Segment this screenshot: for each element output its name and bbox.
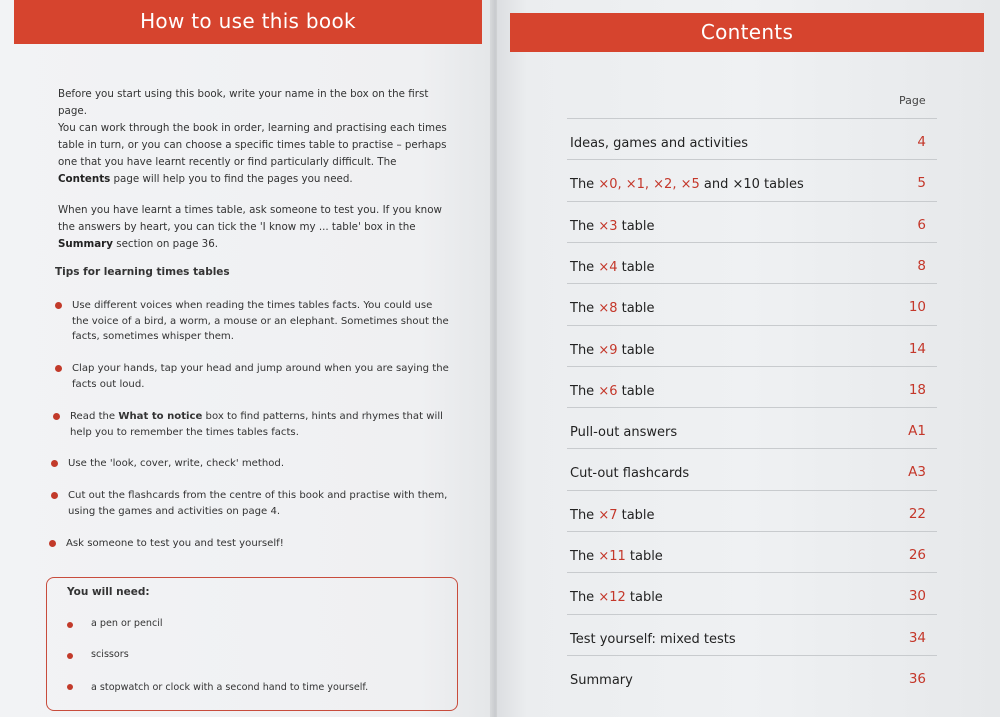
toc-title-text: Cut-out flashcards xyxy=(570,466,690,482)
toc-divider xyxy=(567,201,937,202)
toc-title-text: Ideas, games and activities xyxy=(570,136,749,151)
toc-page-number: 22 xyxy=(908,505,926,522)
tip-notice xyxy=(70,409,450,440)
toc-page-number: 36 xyxy=(908,670,926,687)
toc-entry-title xyxy=(570,219,655,234)
toc-divider xyxy=(567,283,937,284)
toc-entry-title xyxy=(570,632,736,647)
toc-title-suffix: table xyxy=(617,301,655,317)
toc-title-text: Test yourself: mixed tests xyxy=(570,631,736,647)
toc-title-text: The xyxy=(570,549,599,564)
tip-voices: Use different voices when reading the times tables facts. You could use the voice of a bird, a worm, a mouse or an elephant. Sometimes shout the facts, sometimes whisper them. xyxy=(72,300,449,342)
toc-title-table: ×9 xyxy=(598,342,618,358)
toc-divider xyxy=(567,159,937,160)
bullet-icon xyxy=(55,302,62,309)
toc-title-text: Summary xyxy=(570,672,633,688)
toc-title-text: The xyxy=(570,177,599,193)
notice-text-2: box to find patterns, hints and rhymes that will help you to remember the times tables facts. xyxy=(70,411,443,438)
you-will-need-box xyxy=(46,577,458,711)
bullet-icon xyxy=(55,365,62,372)
toc-page-number: 30 xyxy=(908,588,926,605)
notice-ref: What to notice xyxy=(118,411,203,422)
toc-title-table: ×3 xyxy=(598,218,618,234)
toc-page-number: 6 xyxy=(917,216,926,233)
toc-title-text: The xyxy=(570,259,599,275)
toc-title-suffix: table xyxy=(625,590,663,606)
toc-title-table: ×7 xyxy=(598,507,618,523)
toc-divider xyxy=(567,325,937,326)
toc-title-suffix: table xyxy=(617,342,655,358)
toc-title-suffix: table xyxy=(625,549,663,564)
intro-paragraph: Before you start using this book, write your name in the box on the first page. xyxy=(58,88,429,117)
toc-entry-title xyxy=(570,301,655,316)
toc-entry-title xyxy=(570,136,748,151)
tip-flashcards: Cut out the flashcards from the centre of this book and practise with them, using the games and activities on page 4. xyxy=(68,490,448,517)
toc-divider xyxy=(567,572,937,573)
toc-title-table: ×11 xyxy=(598,549,626,564)
toc-title-text: The xyxy=(570,301,599,317)
toc-divider xyxy=(567,531,937,532)
toc-divider xyxy=(567,118,937,119)
toc-title-suffix: table xyxy=(617,383,655,399)
toc-page-number: 34 xyxy=(908,629,926,646)
need-item-stopwatch: a stopwatch or clock with a second hand to time yourself. xyxy=(91,682,369,693)
test-text-2: section on page 36. xyxy=(112,238,219,250)
toc-page-number: 5 xyxy=(917,175,926,192)
toc-divider xyxy=(567,448,937,449)
toc-title-text: Pull-out answers xyxy=(570,425,678,441)
toc-entry-title xyxy=(570,177,804,192)
toc-title-text: The xyxy=(570,383,599,399)
need-item-pen: a pen or pencil xyxy=(91,618,163,629)
toc-entry-title xyxy=(570,508,655,523)
test-paragraph xyxy=(58,202,448,253)
toc-title-suffix: table xyxy=(617,218,655,234)
toc-page-number: 4 xyxy=(917,134,926,150)
toc-entry-title xyxy=(570,549,663,564)
toc-page-number: 14 xyxy=(908,340,926,357)
toc-entry-title xyxy=(570,466,689,481)
contents-banner: Contents xyxy=(510,13,984,52)
need-title: You will need: xyxy=(67,586,150,598)
bullet-icon xyxy=(51,460,58,467)
how-to-use-banner: How to use this book xyxy=(14,0,482,44)
toc-page-number: 18 xyxy=(908,381,926,398)
toc-title-table: ×8 xyxy=(598,301,618,317)
toc-title-table: ×4 xyxy=(598,259,618,275)
toc-entry-title xyxy=(570,673,633,688)
notice-text-1: Read the xyxy=(70,411,119,422)
tip-test: Ask someone to test you and test yourself! xyxy=(66,538,284,549)
tip-clap: Clap your hands, tap your head and jump around when you are saying the facts out loud. xyxy=(72,363,449,390)
toc-title-table: ×12 xyxy=(598,590,626,606)
bullet-icon xyxy=(49,540,56,547)
order-paragraph xyxy=(58,120,448,188)
toc-divider xyxy=(567,366,937,367)
toc-entry-title xyxy=(570,260,655,275)
right-page xyxy=(497,0,1000,717)
bullet-icon xyxy=(67,622,73,628)
toc-title-suffix: and ×10 tables xyxy=(699,177,804,193)
tips-heading: Tips for learning times tables xyxy=(55,266,230,278)
toc-title-table: ×6 xyxy=(598,383,618,399)
page-column-header: Page xyxy=(899,94,926,107)
order-text-1: You can work through the book in order, learning and practising each times table in turn, or you can choose a specific times table to practise – perhaps one that you have learnt recently or find particularly difficult. The xyxy=(58,122,447,168)
toc-divider xyxy=(567,407,937,408)
toc-divider xyxy=(567,490,937,491)
toc-page-number: A3 xyxy=(908,464,926,481)
toc-divider xyxy=(567,655,937,656)
toc-title-text: The xyxy=(570,507,599,523)
toc-title-text: The xyxy=(570,342,599,358)
test-text-1: When you have learnt a times table, ask someone to test you. If you know the answers by heart, you can tick the 'I know my ... table' box in the xyxy=(58,204,442,233)
toc-page-number: 10 xyxy=(908,299,926,316)
toc-title-text: The xyxy=(570,218,599,234)
toc-divider xyxy=(567,242,937,243)
order-text-2: page will help you to find the pages you need. xyxy=(110,173,353,185)
toc-title-table: ×0, ×1, ×2, ×5 xyxy=(598,177,700,193)
toc-entry-title xyxy=(570,425,677,440)
tip-method: Use the 'look, cover, write, check' method. xyxy=(68,458,285,469)
need-item-scissors: scissors xyxy=(91,649,129,660)
toc-page-number: A1 xyxy=(908,423,926,440)
toc-title-suffix: table xyxy=(617,259,655,275)
toc-entry-title xyxy=(570,590,663,605)
left-page xyxy=(0,0,494,717)
toc-entry-title xyxy=(570,384,655,399)
bullet-icon xyxy=(51,492,58,499)
toc-page-number: 8 xyxy=(917,257,926,274)
toc-page-number: 26 xyxy=(908,547,926,563)
summary-ref: Summary xyxy=(58,238,113,250)
bullet-icon xyxy=(53,413,60,420)
toc-divider xyxy=(567,614,937,615)
contents-ref: Contents xyxy=(58,173,111,185)
toc-entry-title xyxy=(570,343,655,358)
toc-title-suffix: table xyxy=(617,507,655,523)
bullet-icon xyxy=(67,653,73,659)
toc-title-text: The xyxy=(570,590,599,606)
bullet-icon xyxy=(67,684,73,690)
